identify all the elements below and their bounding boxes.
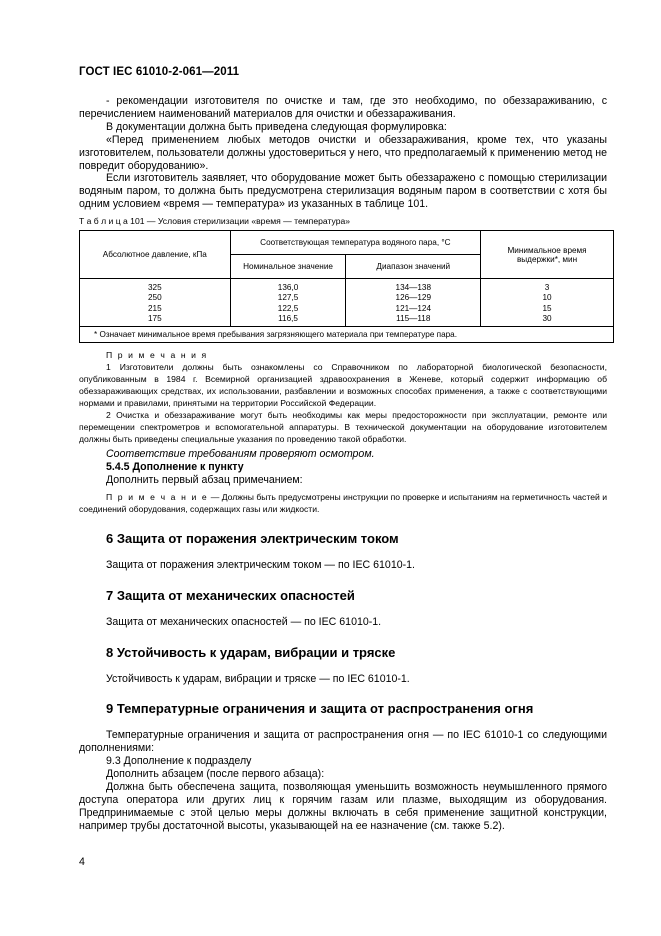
intro-paragraph-3: «Перед применением любых методов очистки и обеззараживания, кроме тех, что указаны изготовителем, пользователи должны удостовериться у него, что предполагаемый к применению метод не повредит оборудованию». xyxy=(79,133,607,172)
section-8-title: 8 Устойчивость к ударам, вибрации и тряске xyxy=(106,644,396,660)
cell-range: 115—118 xyxy=(346,314,481,327)
cell-nominal: 122,5 xyxy=(230,304,346,314)
cell-nominal: 136,0 xyxy=(230,279,346,294)
section-6-body: Защита от поражения электрическим током — по IEC 61010-1. xyxy=(106,558,415,571)
standard-header: ГОСТ IEC 61010-2-061—2011 xyxy=(79,66,240,78)
cell-time: 10 xyxy=(481,293,614,303)
table-row xyxy=(80,293,614,303)
table-row xyxy=(80,304,614,314)
cell-time: 15 xyxy=(481,304,614,314)
cell-pressure: 325 xyxy=(80,279,231,294)
section-9-paragraph-4: Должна быть обеспечена защита, позволяющая уменьшить возможность неумышленного прямого доступа оператора или других лиц к горячим газам или плазме, выходящим из оборудования. Предпринимаемые с этой целью меры должны включать в себя применение защитной конструкции, например трубы достаточной высоты, указывающей на ее назначение (см. также 5.2). xyxy=(79,781,607,832)
cell-pressure: 215 xyxy=(80,304,231,314)
clause-545-note xyxy=(79,491,607,515)
header-time: Минимальное время выдержки*, мин xyxy=(481,231,614,279)
cell-nominal: 116,5 xyxy=(230,314,346,327)
cell-nominal: 127,5 xyxy=(230,293,346,303)
section-7-title: 7 Защита от механических опасностей xyxy=(106,587,355,603)
table-footnote: * Означает минимальное время пребывания загрязняющего материала при температуре пара. xyxy=(80,326,614,342)
clause-545-note-text: — Должны быть предусмотрены инструкции по проверке и испытаниям на герметичность частей и соединений оборудования, содержащих газы или жидкости. xyxy=(79,491,608,514)
cell-range: 121—124 xyxy=(346,304,481,314)
table-caption-label: Т а б л и ц а 101 xyxy=(79,216,145,227)
notes-heading: П р и м е ч а н и я xyxy=(106,349,208,360)
cell-time: 3 xyxy=(481,279,614,294)
note-2: 2 Очистка и обеззараживание могут быть необходимы как меры предосторожности при эксплуатации, ремонте или перемещении спектрометров и вспомогательной аппаратуры. В технической документации на оборудование изготовителем должны быть приведены специальные указания по проведению такой обработки. xyxy=(79,409,607,444)
section-8-body: Устойчивость к ударам, вибрации и тряске — по IEC 61010-1. xyxy=(106,672,410,685)
header-temp-group: Соответствующая температура водяного пара, °С xyxy=(230,231,480,255)
cell-time: 30 xyxy=(481,314,614,327)
cell-pressure: 250 xyxy=(80,293,231,303)
note-1: 1 Изготовители должны быть ознакомлены со Справочником по лабораторной биологической безопасности, опубликованным в 1984 г. Всемирной организацией здравоохранения в Женеве, который содержит информацию об обеззараживающих средствах, их использовании, разбавлении и возможных способах применения, а также с соответствующими нормами и правилами, принятыми на территории Российской Федерации. xyxy=(79,361,607,408)
section-6-title: 6 Защита от поражения электрическим током xyxy=(106,530,399,546)
header-nominal: Номинальное значение xyxy=(230,255,346,279)
cell-pressure: 175 xyxy=(80,314,231,327)
clause-545-title: 5.4.5 Дополнение к пункту xyxy=(106,460,244,473)
clause-545-body: Дополнить первый абзац примечанием: xyxy=(106,473,303,486)
table-row xyxy=(80,279,614,294)
page-number: 4 xyxy=(79,856,85,868)
page-content xyxy=(79,95,607,833)
section-9-paragraph-1: Температурные ограничения и защита от распространения огня — по IEC 61010-1 со следующими дополнениями: xyxy=(79,729,607,755)
cell-range: 126—129 xyxy=(346,293,481,303)
section-9-paragraph-3: Дополнить абзацем (после первого абзаца): xyxy=(106,768,325,781)
sterilization-table xyxy=(79,230,614,343)
section-9-title: 9 Температурные ограничения и защита от распространения огня xyxy=(106,701,534,717)
section-7-body: Защита от механических опасностей — по IEC 61010-1. xyxy=(106,615,382,628)
clause-545-note-label: П р и м е ч а н и е xyxy=(106,491,209,502)
header-range: Диапазон значений xyxy=(346,255,481,279)
section-9-paragraph-2: 9.3 Дополнение к подразделу xyxy=(106,755,252,768)
cell-range: 134—138 xyxy=(346,279,481,294)
table-caption xyxy=(79,215,607,227)
header-pressure: Абсолютное давление, кПа xyxy=(80,231,231,279)
intro-paragraph-1: - рекомендации изготовителя по очистке и там, где это необходимо, по обеззараживанию, с перечислением наименований материалов для очистки и обеззараживания. xyxy=(79,95,607,120)
intro-paragraph-4: Если изготовитель заявляет, что оборудование может быть обеззаражено с помощью стерилизации водяным паром, то должна быть предусмотрена стерилизация водяным паром в соответствии с хотя бы одним условием «время — температура» из указанных в таблице 101. xyxy=(79,172,607,211)
table-caption-text: — Условия стерилизации «время — температура» xyxy=(144,216,351,227)
table-row xyxy=(80,314,614,327)
compliance-check: Соответствие требованиям проверяют осмотром. xyxy=(106,447,375,460)
intro-paragraph-2: В документации должна быть приведена следующая формулировка: xyxy=(106,120,447,133)
